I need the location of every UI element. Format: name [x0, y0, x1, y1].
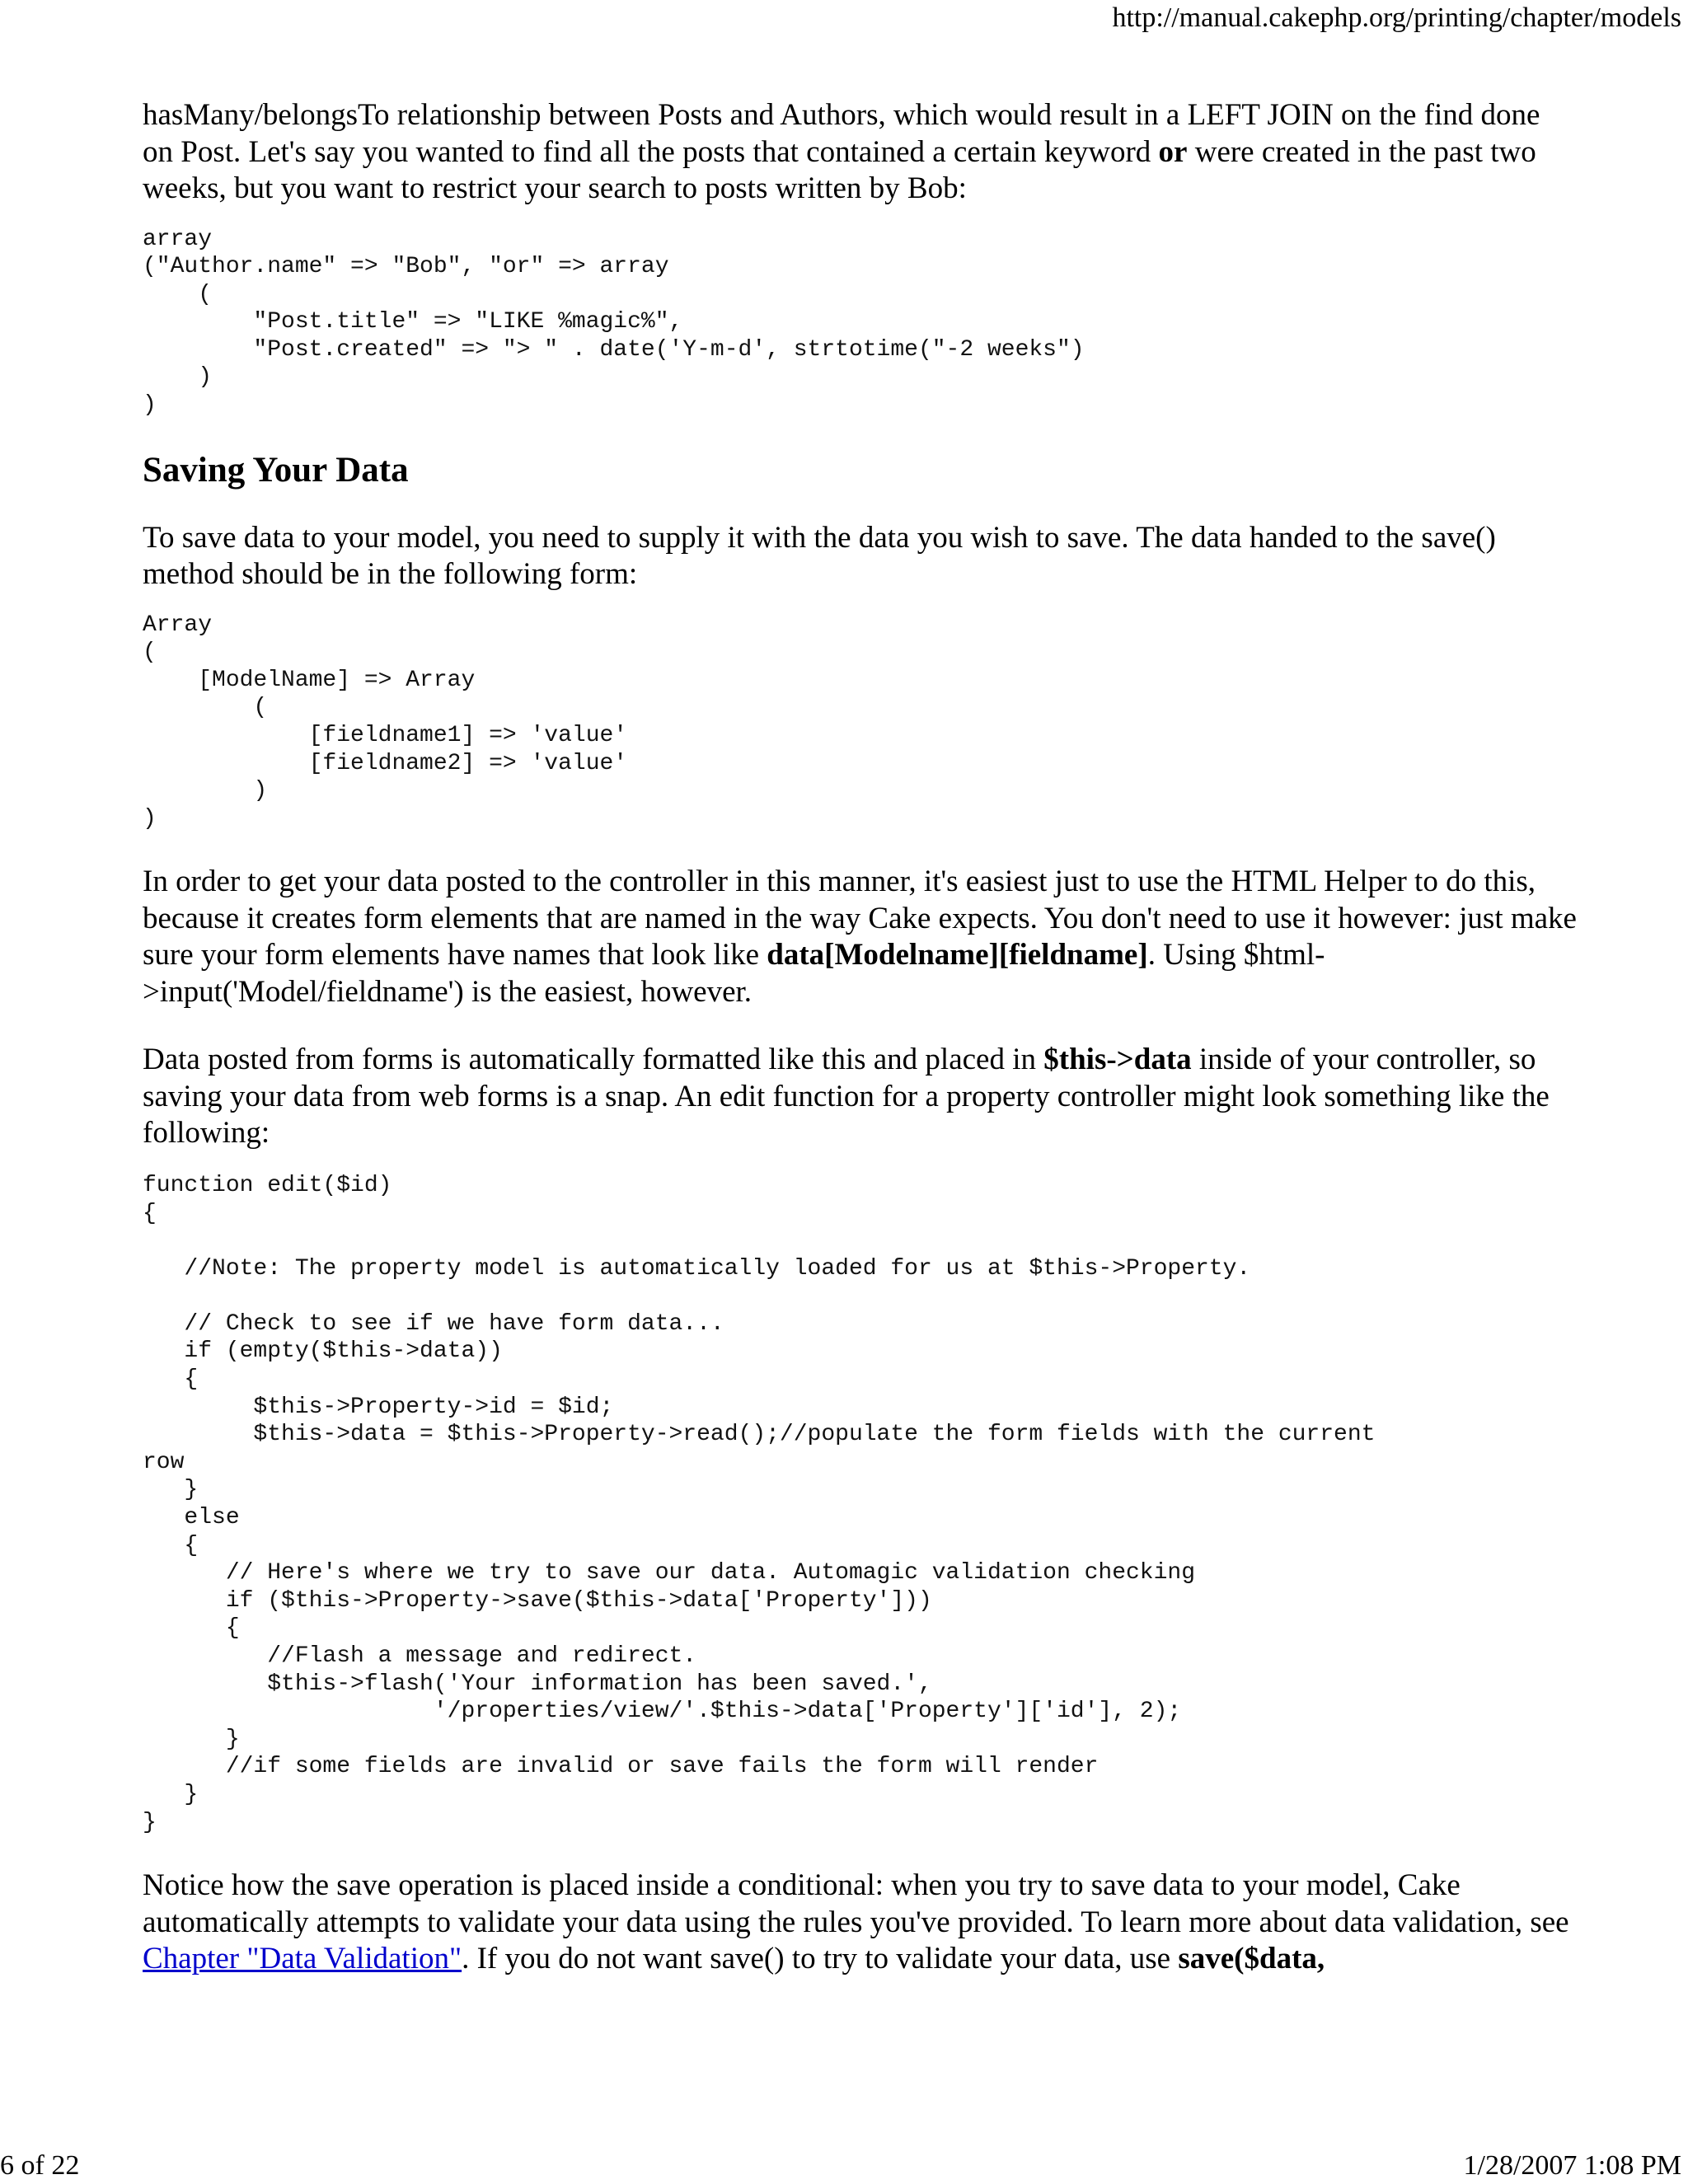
posted-bold-this-data: $this->data [1043, 1043, 1192, 1077]
notice-text-start: Notice how the save operation is placed inside a conditional: when you try to save data to your model, Cake automatically attempts to validate your data using the rules you've provided. To learn more about data validation, see [143, 1868, 1569, 1939]
notice-text-middle: . If you do not want save() to try to validate your data, use [462, 1942, 1179, 1976]
helper-paragraph [143, 864, 1577, 1010]
intro-paragraph [143, 97, 1577, 208]
code-edit-function: function edit($id) { //Note: The property model is automatically loaded for us at $this->Property. // Check to see if we have form data... if (empty($this->data)) { $this->Property->id = $id; $this->data = $this->Property->read();//populate the form fields with the current row } else { // Here's where we try to save our data. Automagic validation checking if ($this->Property->save($this->data['Property'])) { //Flash a message and redirect. $this->flash('Your information has been saved.', '/properties/view/'.$this->data['Property']['id'], 2); } //if some fields are invalid or save fails the form will render } } [143, 1172, 1376, 1835]
code-find-conditions: array ("Author.name" => "Bob", "or" => array ( "Post.title" => "LIKE %magic%", "Post.created" => "> " . date('Y-m-d', strtotime("-2 weeks") ) ) [143, 226, 1085, 419]
print-datetime: 1/28/2007 1:08 PM [1463, 2150, 1681, 2181]
intro-text-start: hasMany/belongsTo relationship between Posts and Authors, which would result in a LEFT JOIN on the find done on Post. Let's say you wanted to find all the posts that contained a certain keyword [143, 98, 1540, 169]
helper-bold-field-name: data[Modelname][fieldname] [767, 938, 1148, 972]
page-number: 6 of 22 [0, 2150, 80, 2181]
posted-text-end: inside of your controller, so saving your data from web forms is a snap. An edit function for a property controller might look something like the following: [143, 1043, 1550, 1151]
intro-bold-or: or [1158, 134, 1188, 169]
section-heading-saving-data: Saving Your Data [143, 450, 409, 490]
code-data-form: Array ( [ModelName] => Array ( [fieldname1] => 'value' [fieldname2] => 'value' ) ) [143, 612, 628, 832]
posted-text-start: Data posted from forms is automatically formatted like this and placed in [143, 1043, 1044, 1077]
data-validation-chapter-link[interactable]: Chapter "Data Validation" [143, 1942, 462, 1976]
helper-text-end: . Using $html->input('Model/fieldname') is the easiest, however. [143, 938, 1325, 1009]
intro-text-end: were created in the past two weeks, but you want to restrict your search to posts written by Bob: [143, 134, 1536, 205]
page-url: http://manual.cakephp.org/printing/chapter/models [1112, 2, 1681, 33]
notice-bold-save-call: save($data, [1178, 1942, 1325, 1976]
notice-paragraph [143, 1868, 1577, 1978]
document-body [143, 97, 1577, 1978]
posted-paragraph [143, 1042, 1577, 1152]
save-paragraph: To save data to your model, you need to supply it with the data you wish to save. The data handed to the save() method should be in the following form: [143, 520, 1496, 592]
helper-text-start: In order to get your data posted to the controller in this manner, it's easiest just to use the HTML Helper to do this, because it creates form elements that are named in the way Cake expects. You don't need to use it however: just make sure your form elements have names that look like [143, 865, 1577, 972]
